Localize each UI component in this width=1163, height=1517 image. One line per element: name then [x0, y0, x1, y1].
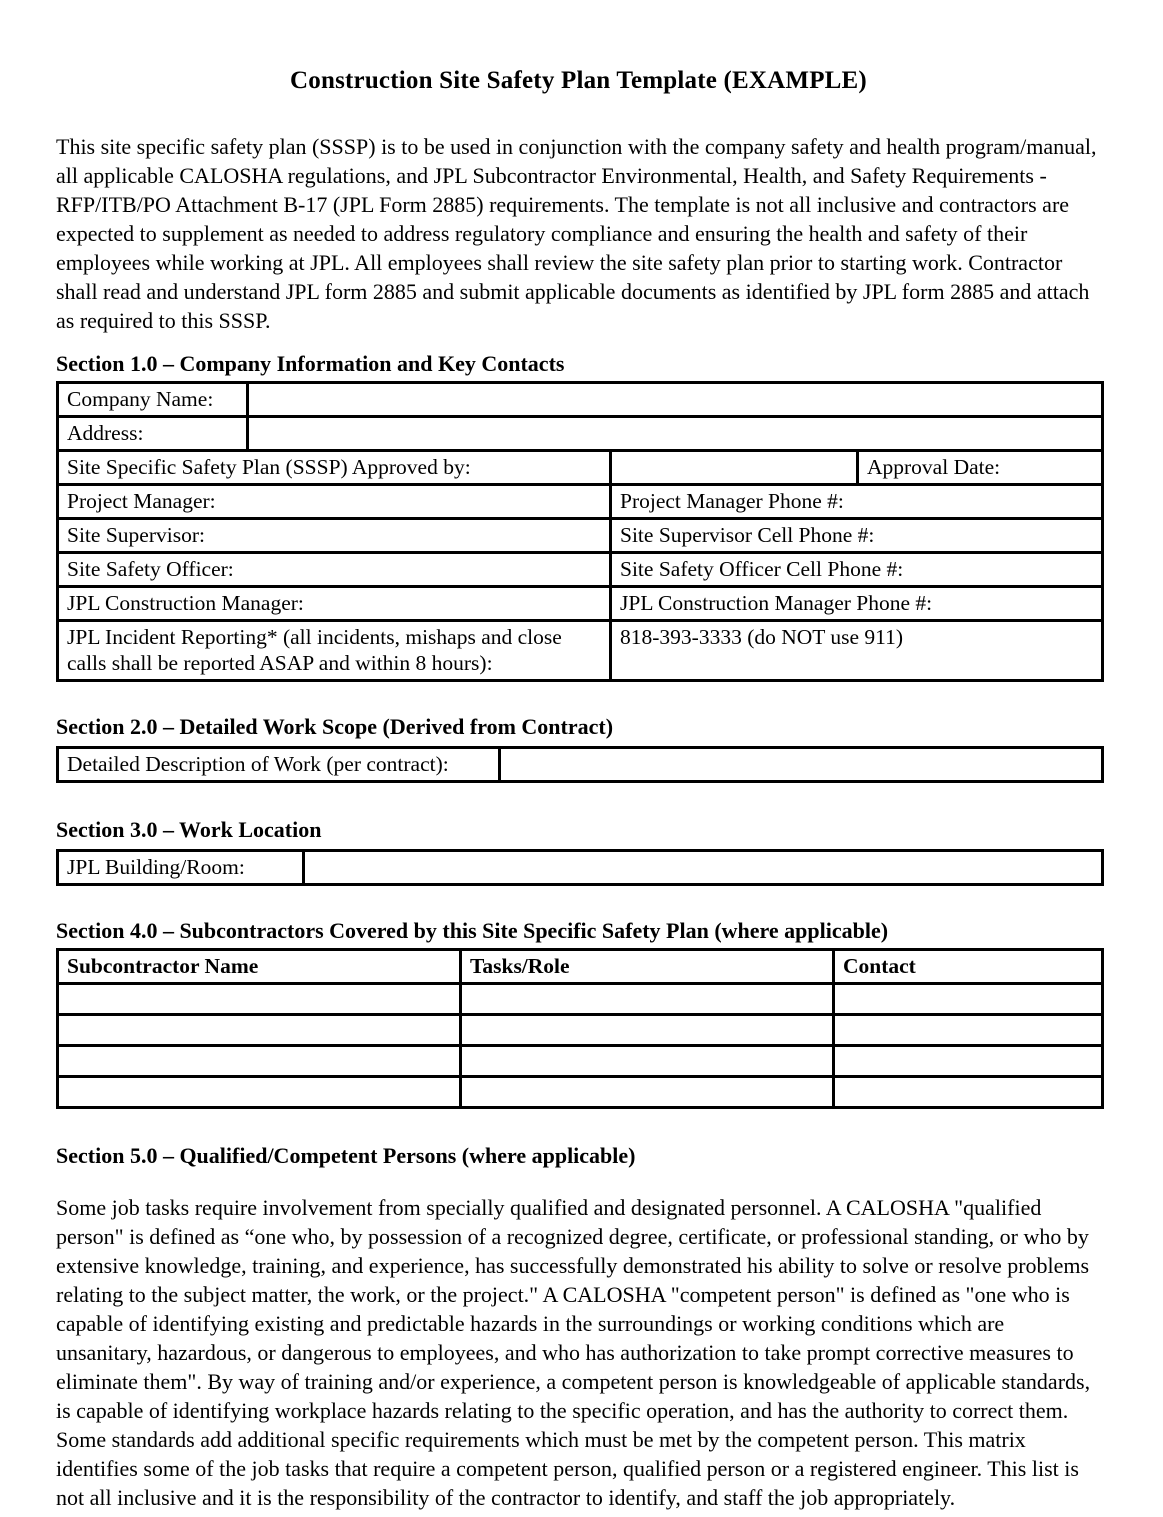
approval-date-label: Approval Date: — [858, 451, 1103, 485]
site-safety-officer-row — [58, 553, 1103, 587]
sssp-approved-by-label: Site Specific Safety Plan (SSSP) Approved by: — [58, 451, 611, 485]
jpl-construction-manager-label: JPL Construction Manager: — [58, 587, 611, 621]
section-1-heading: Section 1.0 – Company Information and Key Contacts — [56, 351, 565, 376]
subcontractor-name-field[interactable] — [58, 1015, 461, 1046]
subcontractors-header-row — [58, 950, 1103, 984]
company-name-label: Company Name: — [58, 383, 248, 417]
subcontractor-name-field[interactable] — [58, 984, 461, 1015]
subcontractor-name-field[interactable] — [58, 1046, 461, 1077]
work-scope-table — [56, 746, 1104, 783]
page-title: Construction Site Safety Plan Template (EXAMPLE) — [290, 67, 867, 94]
building-room-field[interactable] — [304, 851, 1103, 885]
jpl-construction-manager-phone-label: JPL Construction Manager Phone #: — [611, 587, 1103, 621]
building-room-row — [58, 851, 1103, 885]
subcontractor-row — [58, 1077, 1103, 1108]
project-manager-row — [58, 485, 1103, 519]
subcontractor-row — [58, 984, 1103, 1015]
jpl-construction-manager-row — [58, 587, 1103, 621]
project-manager-label: Project Manager: — [58, 485, 611, 519]
contact-field[interactable] — [834, 1077, 1103, 1108]
project-manager-phone-label: Project Manager Phone #: — [611, 485, 1103, 519]
company-info-table — [56, 381, 1104, 682]
company-name-row — [58, 383, 1103, 417]
subcontractor-name-field[interactable] — [58, 1077, 461, 1108]
work-location-table — [56, 849, 1104, 886]
company-name-field[interactable] — [248, 383, 1103, 417]
tasks-role-field[interactable] — [461, 984, 834, 1015]
address-label: Address: — [58, 417, 248, 451]
address-field[interactable] — [248, 417, 1103, 451]
tasks-role-field[interactable] — [461, 1015, 834, 1046]
site-supervisor-phone-label: Site Supervisor Cell Phone #: — [611, 519, 1103, 553]
incident-reporting-phone-value: 818-393-3333 (do NOT use 911) — [611, 621, 1103, 681]
subcontractor-row — [58, 1015, 1103, 1046]
work-description-row — [58, 748, 1103, 782]
work-description-field[interactable] — [500, 748, 1103, 782]
section-3-heading: Section 3.0 – Work Location — [56, 817, 322, 842]
tasks-role-header: Tasks/Role — [461, 950, 834, 984]
subcontractor-row — [58, 1046, 1103, 1077]
qualified-persons-paragraph: Some job tasks require involvement from specially qualified and designated personnel. A CALOSHA "qualified person" is defined as “one who, by possession of a recognized degree, certificate, or professional standing, or who by extensive knowledge, training, and experience, has successfully demonstrated his ability to solve or resolve problems relating to the subject matter, the work, or the project." A CALOSHA "competent person" is defined as "one who is capable of identifying existing and predictable hazards in the surroundings or working conditions which are unsanitary, hazardous, or dangerous to employees, and who has authorization to take prompt corrective measures to eliminate them". By way of training and/or experience, a competent person is knowledgeable of applicable standards, is capable of identifying workplace hazards relating to the specific operation, and has the authority to correct them. Some standards add additional specific requirements which must be met by the competent person. This matrix identifies some of the job tasks that require a competent person, qualified person or a registered engineer. This list is not all inclusive and it is the responsibility of the contractor to identify, and staff the job appropriately. — [56, 1195, 1091, 1510]
building-room-label: JPL Building/Room: — [58, 851, 304, 885]
incident-reporting-row — [58, 621, 1103, 681]
contact-field[interactable] — [834, 984, 1103, 1015]
intro-paragraph: This site specific safety plan (SSSP) is to be used in conjunction with the company safety and health program/manual, all applicable CALOSHA regulations, and JPL Subcontractor Environmental, Health, and Safety Requirements - RFP/ITB/PO Attachment B-17 (JPL Form 2885) requirements. The template is not all inclusive and contractors are expected to supplement as needed to address regulatory compliance and ensuring the health and safety of their employees while working at JPL. All employees shall review the site safety plan prior to starting work. Contractor shall read and understand JPL form 2885 and submit applicable documents as identified by JPL form 2885 and attach as required to this SSSP. — [56, 134, 1097, 333]
section-2-heading: Section 2.0 – Detailed Work Scope (Derived from Contract) — [56, 714, 614, 739]
sssp-approval-row — [58, 451, 1103, 485]
subcontractor-name-header: Subcontractor Name — [58, 950, 461, 984]
contact-header: Contact — [834, 950, 1103, 984]
site-supervisor-label: Site Supervisor: — [58, 519, 611, 553]
site-supervisor-row — [58, 519, 1103, 553]
sssp-approved-by-field[interactable] — [611, 451, 858, 485]
subcontractors-table — [56, 948, 1104, 1109]
tasks-role-field[interactable] — [461, 1046, 834, 1077]
incident-reporting-label: JPL Incident Reporting* (all incidents, mishaps and close calls shall be reported ASAP and within 8 hours): — [58, 621, 611, 681]
work-description-label: Detailed Description of Work (per contract): — [58, 748, 500, 782]
section-4-heading: Section 4.0 – Subcontractors Covered by this Site Specific Safety Plan (where applicable) — [56, 918, 889, 943]
tasks-role-field[interactable] — [461, 1077, 834, 1108]
section-5-heading: Section 5.0 – Qualified/Competent Persons (where applicable) — [56, 1143, 636, 1168]
site-safety-officer-phone-label: Site Safety Officer Cell Phone #: — [611, 553, 1103, 587]
site-safety-officer-label: Site Safety Officer: — [58, 553, 611, 587]
address-row — [58, 417, 1103, 451]
contact-field[interactable] — [834, 1046, 1103, 1077]
contact-field[interactable] — [834, 1015, 1103, 1046]
